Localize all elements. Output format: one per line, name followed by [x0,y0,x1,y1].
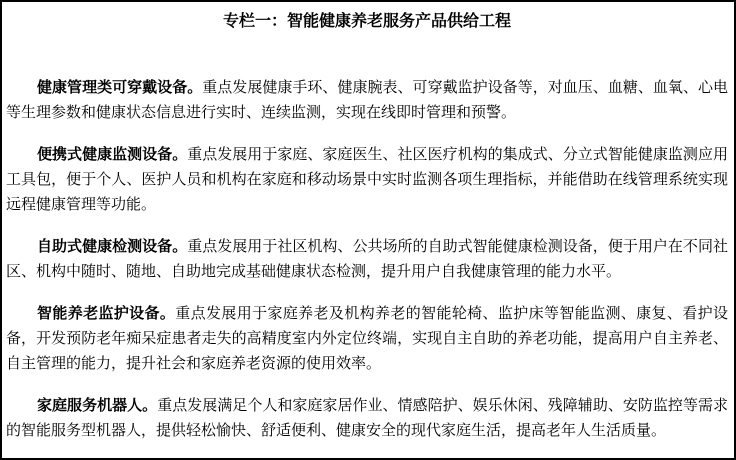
paragraph-body: 重点发展用于家庭养老及机构养老的智能轮椅、监护床等智能监测、康复、看护设备，开发预防老年痴呆症患者走失的高精度室内外定位终端，实现自主自助的养老功能，提高用户自主养老、自主管理的能力，提升社会和家庭养老资源的使用效率。 [6,306,728,372]
paragraph-smart-eldercare-monitoring-devices [6,302,728,377]
paragraph-lead: 便携式健康监测设备。 [37,147,188,163]
paragraph-lead: 健康管理类可穿戴设备。 [37,80,203,96]
box-title: 专栏一：智能健康养老服务产品供给工程 [222,13,511,30]
paragraph-body: 重点发展健康手环、健康腕表、可穿戴监护设备等，对血压、血糖、血氧、心电等生理参数和健康状态信息进行实时、连续监测，实现在线即时管理和预警。 [6,80,728,121]
paragraph-wearable-devices [6,76,728,126]
paragraph-home-service-robots [6,394,728,444]
paragraph-self-service-testing-devices [6,235,728,285]
paragraph-lead: 家庭服务机器人。 [37,398,158,414]
paragraph-lead: 自助式健康检测设备。 [37,239,188,255]
paragraph-portable-monitoring-devices [6,143,728,218]
paragraph-body: 重点发展用于家庭、家庭医生、社区医疗机构的集成式、分立式智能健康监测应用工具包，便于个人、医护人员和机构在家庭和移动场景中实时监测各项生理指标，并能借助在线管理系统实现远程健康管理等功能。 [6,147,728,213]
paragraph-body: 重点发展满足个人和家庭家居作业、情感陪护、娱乐休闲、残障辅助、安防监控等需求的智能服务型机器人，提供轻松愉快、舒适便利、健康安全的现代家庭生活，提高老年人生活质量。 [6,398,728,439]
paragraph-lead: 智能养老监护设备。 [37,306,176,322]
paragraph-body: 重点发展用于社区机构、公共场所的自助式智能健康检测设备，便于用户在不同社区、机构中随时、随地、自助地完成基础健康状态检测，提升用户自我健康管理的能力水平。 [6,239,728,280]
